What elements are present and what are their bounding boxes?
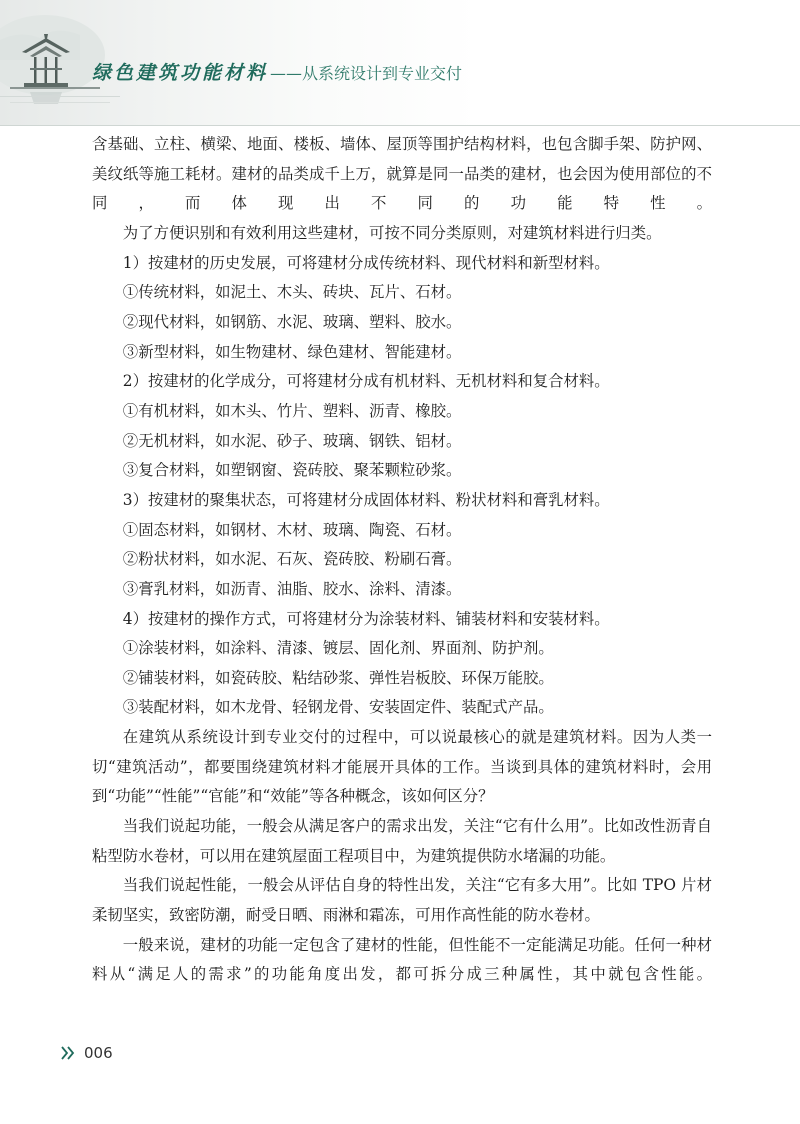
list-item: ①固态材料，如钢材、木材、玻璃、陶瓷、石材。 [122, 520, 462, 539]
list-item: 4）按建材的操作方式，可将建材分为涂装材料、铺装材料和安装材料。 [122, 609, 610, 628]
list-item: ①传统材料，如泥土、木头、砖块、瓦片、石材。 [122, 283, 462, 302]
paragraph: 当我们说起功能，一般会从满足客户的需求出发，关注“它有什么用”。比如改性沥青自粘型防水卷材，可以用在建筑屋面工程项目中，为建筑提供防水堵漏的功能。 [92, 817, 712, 865]
paragraph: 为了方便识别和有效利用这些建材，可按不同分类原则，对建筑材料进行归类。 [122, 223, 662, 242]
list-item: 1）按建材的历史发展，可将建材分成传统材料、现代材料和新型材料。 [122, 253, 610, 272]
body-text [92, 130, 712, 990]
list-item: ③新型材料，如生物建材、绿色建材、智能建材。 [122, 342, 462, 361]
list-item: 2）按建材的化学成分，可将建材分成有机材料、无机材料和复合材料。 [122, 372, 610, 391]
book-title-subtitle: ——从系统设计到专业交付 [270, 64, 463, 83]
paragraph: 含基础、立柱、横梁、地面、楼板、墙体、屋顶等围护结构材料，也包含脚手架、防护网、美纹纸等施工耗材。建材的品类成千上万，就算是同一品类的建材，也会因为使用部位的不同，而体现出不同的功能特性。 [92, 135, 712, 213]
page-header [0, 0, 800, 126]
list-item: ③装配材料，如木龙骨、轻钢龙骨、安装固定件、装配式产品。 [122, 698, 554, 717]
list-item: ③膏乳材料，如沥青、油脂、胶水、涂料、清漆。 [122, 579, 462, 598]
list-item: 3）按建材的聚集状态，可将建材分成固体材料、粉状材料和膏乳材料。 [122, 490, 610, 509]
page-footer [60, 1041, 113, 1065]
book-title [92, 58, 462, 88]
list-item: ②现代材料，如钢筋、水泥、玻璃、塑料、胶水。 [122, 312, 462, 331]
paragraph: 当我们说起性能，一般会从评估自身的特性出发，关注“它有多大用”。比如 TPO 片材柔韧坚实，致密防潮，耐受日晒、雨淋和霜冻，可用作高性能的防水卷材。 [92, 876, 712, 925]
list-item: ①涂装材料，如涂料、清漆、镀层、固化剂、界面剂、防护剂。 [122, 639, 554, 658]
list-item: ①有机材料，如木头、竹片、塑料、沥青、橡胶。 [122, 401, 462, 420]
paragraph: 在建筑从系统设计到专业交付的过程中，可以说最核心的就是建筑材料。因为人类一切“建筑活动”，都要围绕建筑材料才能展开具体的工作。当谈到具体的建筑材料时，会用到“功能”“性能”“官能”和“效能”等各种概念，该如何区分？ [92, 728, 712, 806]
page-number: 006 [84, 1044, 113, 1062]
list-item: ②粉状材料，如水泥、石灰、瓷砖胶、粉刷石膏。 [122, 550, 462, 569]
book-title-main: 绿色建筑功能材料 [92, 62, 269, 84]
list-item: ③复合材料，如塑钢窗、瓷砖胶、聚苯颗粒砂浆。 [122, 461, 462, 480]
paragraph: 一般来说，建材的功能一定包含了建材的性能，但性能不一定能满足功能。任何一种材料从“满足人的需求”的功能角度出发，都可拆分成三种属性，其中就包含性能。 [92, 935, 712, 984]
list-item: ②无机材料，如水泥、砂子、玻璃、钢铁、铝材。 [122, 431, 462, 450]
list-item: ②铺装材料，如瓷砖胶、粘结砂浆、弹性岩板胶、环保万能胶。 [122, 668, 554, 687]
double-chevron-right-icon [60, 1045, 76, 1061]
